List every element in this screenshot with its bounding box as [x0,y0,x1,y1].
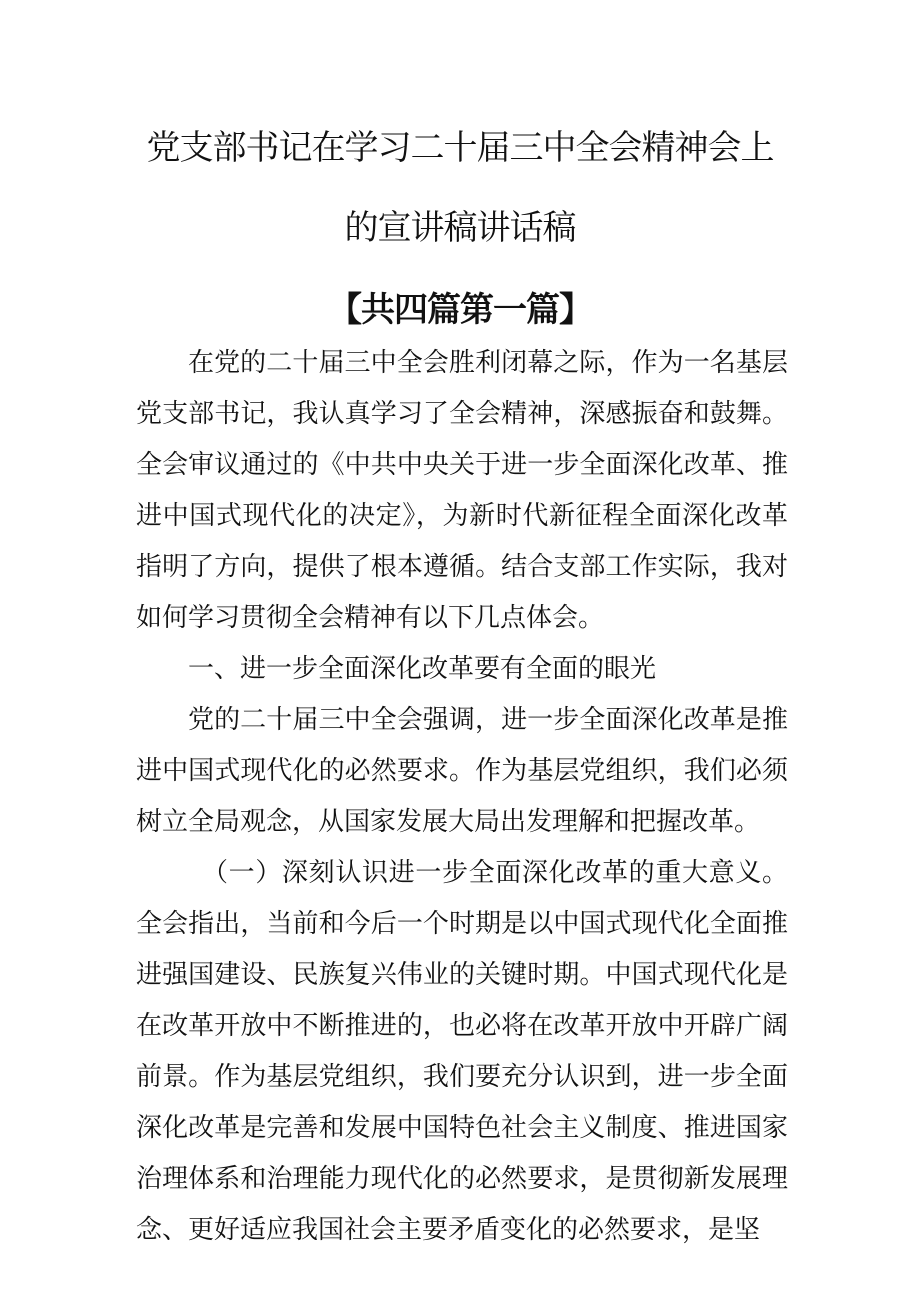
document-title-line-1: 党支部书记在学习二十届三中全会精神会上 [146,128,774,168]
document-body [136,338,788,1256]
document-subtitle: 【共四篇第一篇】 [328,290,592,330]
paragraph-intro: 在党的二十届三中全会胜利闭幕之际，作为一名基层党支部书记，我认真学习了全会精神，深感振奋和鼓舞。全会审议通过的《中共中央关于进一步全面深化改革、推进中国式现代化的决定》，为新时代新征程全面深化改革指明了方向，提供了根本遵循。结合支部工作实际，我对如何学习贯彻全会精神有以下几点体会。 [136,348,788,633]
section-heading-1: 一、进一步全面深化改革要有全面的眼光 [188,654,657,684]
paragraph-section-1: 党的二十届三中全会强调，进一步全面深化改革是推进中国式现代化的必然要求。作为基层党组织，我们必须树立全局观念，从国家发展大局出发理解和把握改革。 [136,705,788,837]
paragraph-subsection-1: （一）深刻认识进一步全面深化改革的重大意义。全会指出，当前和今后一个时期是以中国式现代化全面推进强国建设、民族复兴伟业的关键时期。中国式现代化是在改革开放中不断推进的，也必将在改革开放中开辟广阔前景。作为基层党组织，我们要充分认识到，进一步全面深化改革是完善和发展中国特色社会主义制度、推进国家治理体系和治理能力现代化的必然要求，是贯彻新发展理念、更好适应我国社会主要矛盾变化的必然要求，是坚 [136,858,788,1245]
document-title-line-2: 的宣讲稿讲话稿 [344,208,576,248]
